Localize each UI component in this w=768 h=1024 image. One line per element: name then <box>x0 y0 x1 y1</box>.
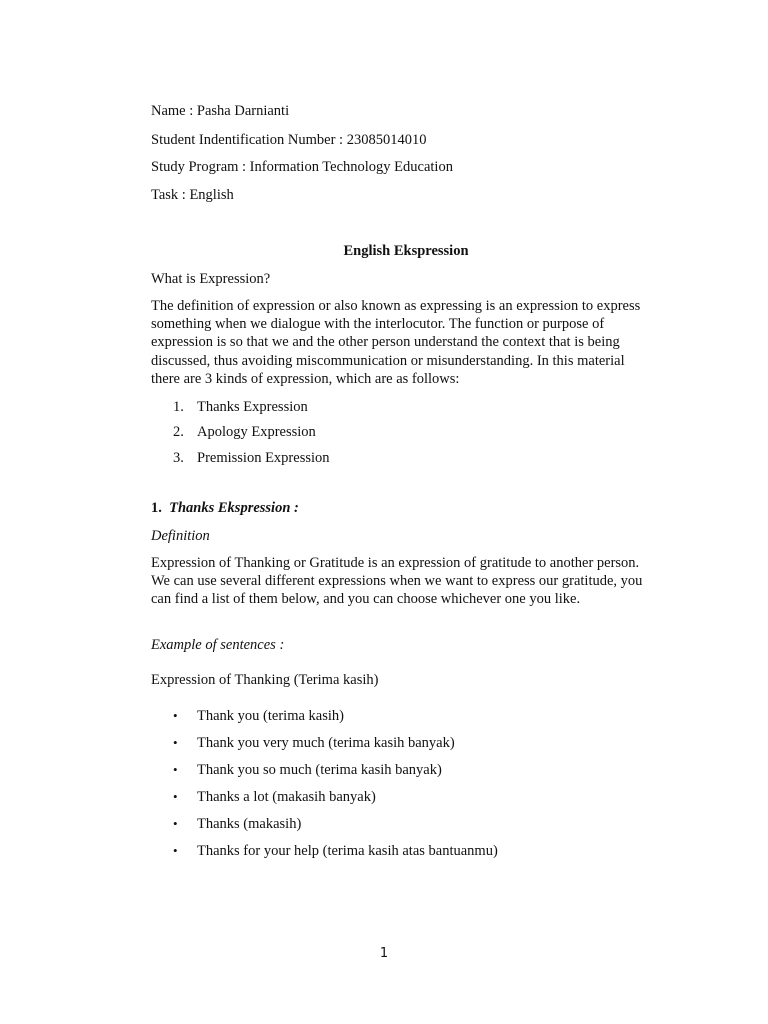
document-title: English Ekspression <box>343 243 469 259</box>
section-number: 1. <box>151 500 162 516</box>
bullet-text: Thank you so much (terima kasih banyak) <box>197 762 442 778</box>
bullet-icon: • <box>173 735 178 750</box>
definition-paragraph: Expression of Thanking or Gratitude is an expression of gratitude to another person. We can use several different expressions when we want to express our gratitude, you can find a list of them below, and you can choose whichever one you like. <box>151 555 643 608</box>
bullet-text: Thank you (terima kasih) <box>197 708 344 724</box>
bullet-text: Thanks for your help (terima kasih atas bantuanmu) <box>197 843 498 859</box>
intro-paragraph: The definition of expression or also known as expressing is an expression to express something when we dialogue with the interlocutor. The function or purpose of expression is so that we and the other person understand the context that is being discussed, thus avoiding miscommunication or misunderstanding. In this material there are 3 kinds of expression, which are as follows: <box>151 298 641 387</box>
bullet-text: Thank you very much (terima kasih banyak) <box>197 735 455 751</box>
task: Task : English <box>151 187 234 203</box>
student-id: Student Indentification Number : 23085014010 <box>151 132 427 148</box>
section-title: Thanks Ekspression : <box>169 500 299 516</box>
list-text: Thanks Expression <box>197 399 308 415</box>
study-program: Study Program : Information Technology Education <box>151 159 453 175</box>
student-name: Name : Pasha Darnianti <box>151 103 290 119</box>
bullet-text: Thanks a lot (makasih banyak) <box>197 789 376 805</box>
sub-heading: Expression of Thanking (Terima kasih) <box>151 672 379 688</box>
bullet-icon: • <box>173 708 178 723</box>
list-number: 2. <box>173 424 184 440</box>
list-text: Apology Expression <box>197 424 316 440</box>
example-label: Example of sentences : <box>151 637 285 653</box>
bullet-text: Thanks (makasih) <box>197 816 302 832</box>
bullet-icon: • <box>173 789 178 804</box>
list-text: Premission Expression <box>197 450 330 466</box>
section-heading <box>151 499 299 517</box>
list-number: 3. <box>173 450 184 466</box>
bullet-icon: • <box>173 816 178 831</box>
question-heading: What is Expression? <box>151 271 271 287</box>
page-number: 1 <box>379 946 389 961</box>
definition-label: Definition <box>151 528 210 544</box>
bullet-icon: • <box>173 762 178 777</box>
list-number: 1. <box>173 399 184 415</box>
bullet-icon: • <box>173 843 178 858</box>
